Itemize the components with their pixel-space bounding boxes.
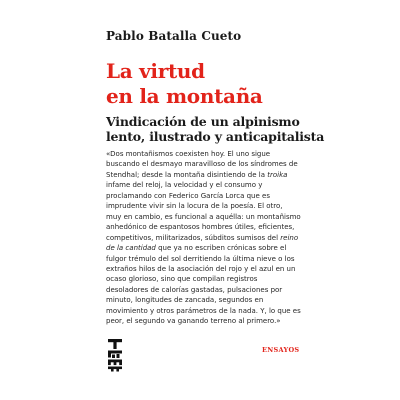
blurb-line: proclamando con Federico García Lorca que es	[106, 191, 270, 200]
blurb-line: competitivos, militarizados, súbditos sumisos del reino	[106, 233, 299, 242]
blurb-line: anhedónico de espantosos hombres útiles, eficientes,	[106, 223, 295, 232]
blurb-line: muy en cambio, es funcional a aquélla: un montañismo	[106, 212, 301, 221]
blurb-line: infame del reloj, la velocidad y el consumo y	[106, 181, 263, 190]
subtitle-line-2: lento, ilustrado y anticapitalista	[106, 129, 325, 144]
subtitle-line-1: Vindicación de un alpinismo	[106, 114, 300, 129]
blurb-line: imprudente vivir sin la locura de la poesía. El otro,	[106, 202, 283, 211]
blurb-line: Stendhal; desde la montaña disintiendo de la troika	[106, 170, 288, 179]
book-title	[106, 59, 263, 109]
series-label: ENSAYOS	[262, 346, 300, 354]
blurb-line: fulgor trémulo del sol derritiendo la última nieve o los	[106, 254, 295, 263]
blurb-line: buscando el desmayo maravilloso de los síndromes de	[106, 160, 298, 169]
blurb-line: peor, el segundo va ganando terreno al primero.»	[106, 317, 281, 326]
title-line-1: La virtud	[106, 59, 205, 83]
publisher-logo	[107, 338, 123, 372]
title-line-2: en la montaña	[106, 84, 263, 108]
blurb-line: desoladores de calorías gastadas, pulsaciones por	[106, 285, 283, 294]
back-blurb	[106, 149, 301, 327]
blurb-line: «Dos montañismos coexisten hoy. El uno sigue	[106, 150, 271, 158]
blurb-line: extraños hilos de la asociación del rojo y el azul en un	[106, 264, 296, 273]
blurb-line: ocaso glorioso, sino que compilan registros	[106, 275, 258, 284]
blurb-line: de la cantidad que ya no escriben crónicas sobre el	[106, 244, 287, 253]
blurb-line: movimiento y otros parámetros de la nada. Y, lo que es	[106, 306, 301, 315]
author-name: Pablo Batalla Cueto	[106, 29, 242, 43]
book-subtitle	[106, 114, 324, 144]
blurb-line: minuto, longitudes de zancada, segundos en	[106, 296, 264, 305]
